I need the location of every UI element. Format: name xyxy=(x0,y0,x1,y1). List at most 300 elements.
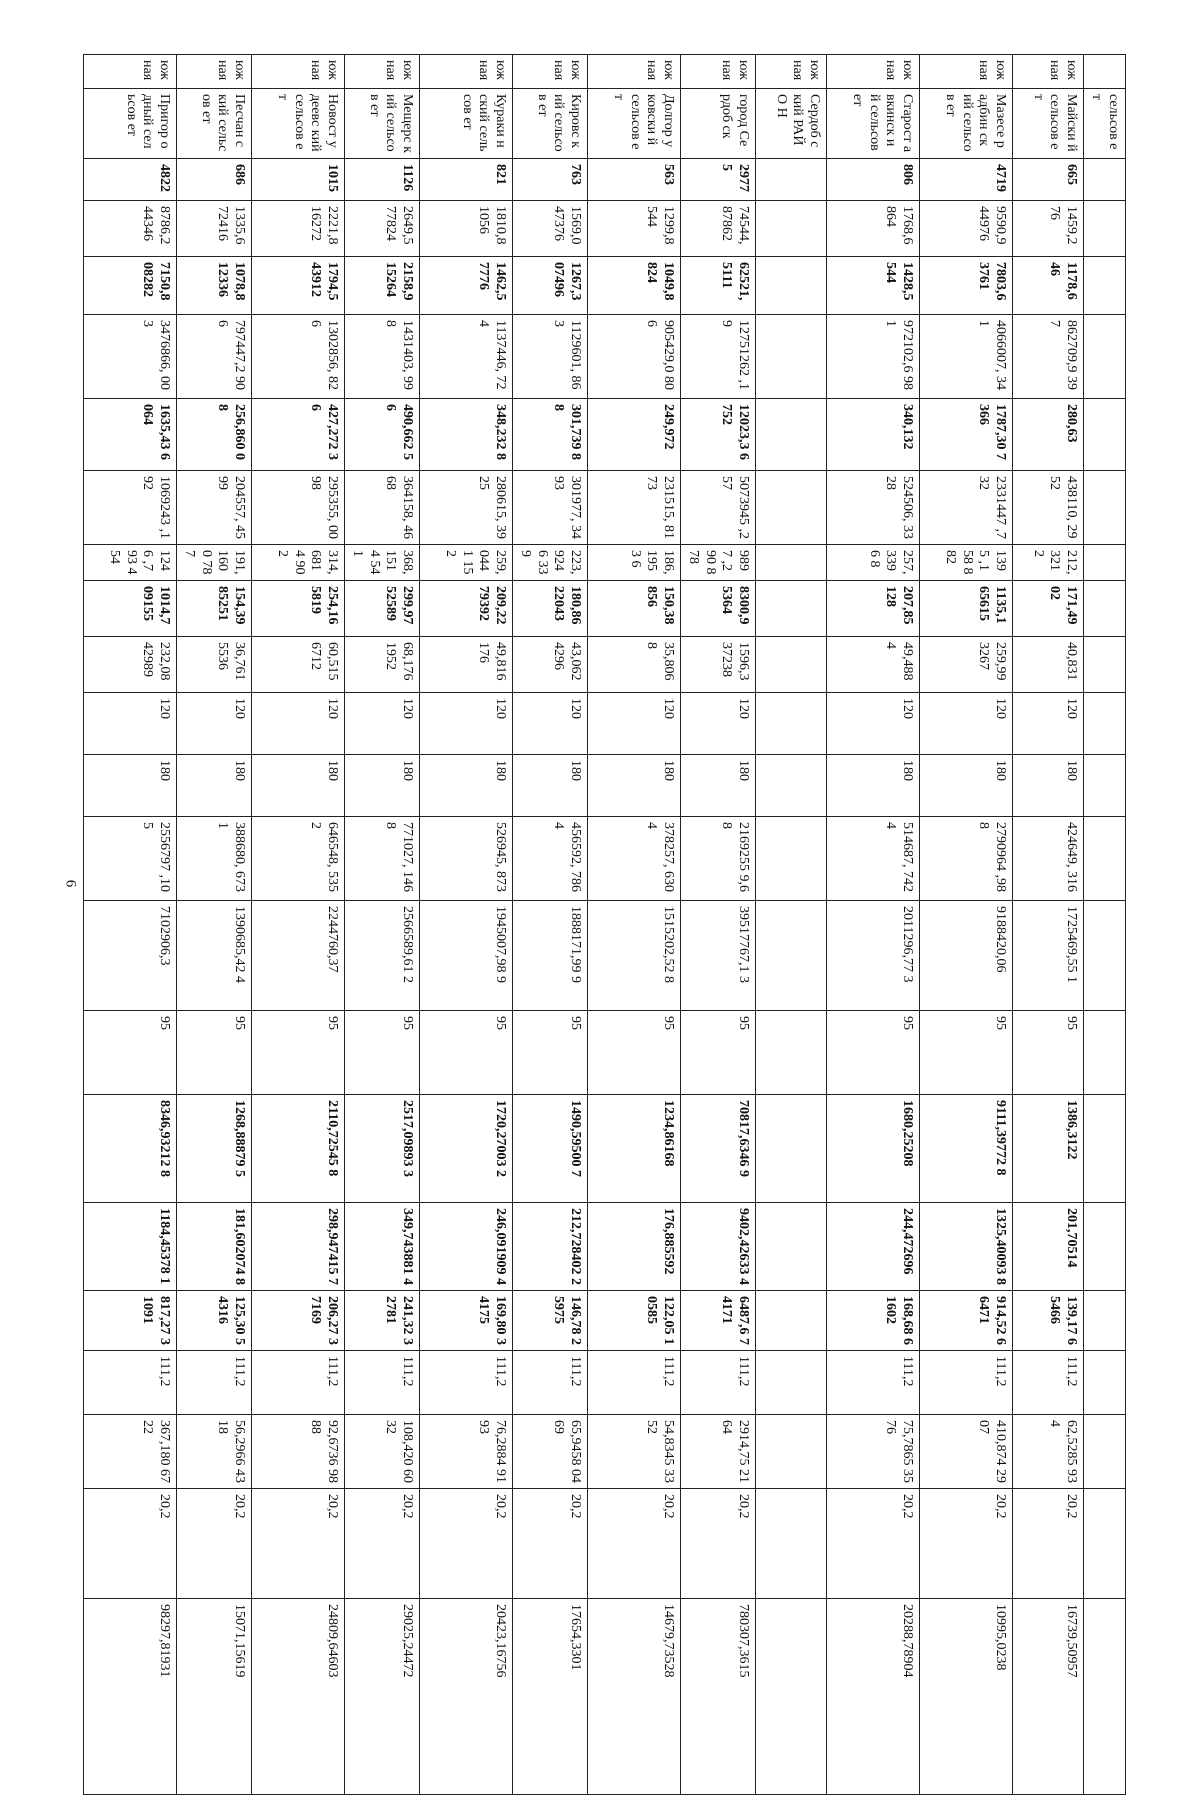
table-cell: 2517,09893 3 xyxy=(344,1095,419,1203)
table-cell: 4066007, 341 xyxy=(919,315,1012,399)
table-cell: 9188420,06 xyxy=(919,901,1012,1011)
table-cell xyxy=(1083,901,1125,1011)
table-row xyxy=(344,55,419,1795)
table-cell: 1129601, 863 xyxy=(512,315,587,399)
table-cell: 16739,50957 xyxy=(1012,1599,1083,1795)
table-cell: 14679,73528 xyxy=(587,1599,680,1795)
table-cell: 1126 xyxy=(344,159,419,201)
table-cell xyxy=(755,901,826,1011)
data-table xyxy=(83,54,1126,1795)
table-cell: юж ная xyxy=(755,55,826,89)
table-cell: 686 xyxy=(176,159,251,201)
table-cell: Кировс кий сельсов ет xyxy=(512,89,587,159)
table-cell: 1945007,98 9 xyxy=(419,901,512,1011)
table-cell: 12751262 ,19 xyxy=(680,315,755,399)
table-cell: Долгор уковски й сельсов ет xyxy=(587,89,680,159)
table-cell: 9111,39772 8 xyxy=(919,1095,1012,1203)
table-cell xyxy=(755,545,826,581)
table-cell: 456592, 7864 xyxy=(512,817,587,901)
table-cell: 17654,3301 xyxy=(512,1599,587,1795)
table-cell: 301977, 3493 xyxy=(512,471,587,545)
table-cell: 20423,16756 xyxy=(419,1599,512,1795)
table-cell: 20,2 xyxy=(1012,1489,1083,1599)
table-cell: 180 xyxy=(344,755,419,817)
table-cell: 120 xyxy=(680,693,755,755)
table-cell: 20,2 xyxy=(680,1489,755,1599)
table-cell: 1335,6 72416 xyxy=(176,201,251,257)
table-cell: 232,08 42989 xyxy=(83,637,176,693)
table-row xyxy=(512,55,587,1795)
table-cell: 1515202,52 8 xyxy=(587,901,680,1011)
table-cell: 665 xyxy=(1012,159,1083,201)
table-cell: 5073945 ,257 xyxy=(680,471,755,545)
table-cell: 209,22 79392 xyxy=(419,581,512,637)
table-cell: 259,99 3267 xyxy=(919,637,1012,693)
table-cell: 201,70514 xyxy=(1012,1203,1083,1291)
table-cell xyxy=(755,693,826,755)
table-cell: 1069243 ,192 xyxy=(83,471,176,545)
table-cell: 111,2 xyxy=(419,1351,512,1415)
table-cell xyxy=(1083,1291,1125,1351)
table-row xyxy=(755,55,826,1795)
table-cell: 1015 xyxy=(251,159,344,201)
table-cell: 646548, 5352 xyxy=(251,817,344,901)
table-cell: 204557, 4599 xyxy=(176,471,251,545)
table-cell: 280615, 3925 xyxy=(419,471,512,545)
table-cell: 20,2 xyxy=(919,1489,1012,1599)
table-cell: Новост удеевс кий сельсов ет xyxy=(251,89,344,159)
table-cell: 180 xyxy=(419,755,512,817)
table-cell xyxy=(1083,1489,1125,1599)
table-cell: 1459,2 76 xyxy=(1012,201,1083,257)
table-cell xyxy=(755,1203,826,1291)
table-cell: 20,2 xyxy=(826,1489,919,1599)
table-cell: сельсов ет xyxy=(1083,89,1125,159)
table-cell: 111,2 xyxy=(680,1351,755,1415)
table-cell: 2977 5 xyxy=(680,159,755,201)
table-cell: 111,2 xyxy=(251,1351,344,1415)
table-cell: 212, 3212 xyxy=(1012,545,1083,581)
table-cell: 259, 0441 152 xyxy=(419,545,512,581)
table-cell xyxy=(1083,1203,1125,1291)
table-cell: 1569,0 47376 xyxy=(512,201,587,257)
table-cell: 2011296,77 3 xyxy=(826,901,919,1011)
table-cell: 364158, 4668 xyxy=(344,471,419,545)
table-cell: 20,2 xyxy=(176,1489,251,1599)
table-cell: юж ная xyxy=(826,55,919,89)
table-cell: 180,86 22043 xyxy=(512,581,587,637)
table-cell: 905429,0 806 xyxy=(587,315,680,399)
table-cell: 797447,2 906 xyxy=(176,315,251,399)
table-cell: 56,2966 4318 xyxy=(176,1415,251,1489)
table-cell xyxy=(755,201,826,257)
table-cell: 111,2 xyxy=(344,1351,419,1415)
table-cell: 1787,30 7366 xyxy=(919,399,1012,471)
table-header-row xyxy=(1083,55,1125,1795)
table-cell: 171,49 02 xyxy=(1012,581,1083,637)
table-cell: 111,2 xyxy=(826,1351,919,1415)
table-cell xyxy=(755,1415,826,1489)
table-cell: 9590,9 44976 xyxy=(919,201,1012,257)
table-cell: 139,17 65466 xyxy=(1012,1291,1083,1351)
table-cell: 146,78 25975 xyxy=(512,1291,587,1351)
table-cell: 821 xyxy=(419,159,512,201)
table-cell: 2221,8 16272 xyxy=(251,201,344,257)
table-cell xyxy=(755,471,826,545)
table-cell: 244,472696 xyxy=(826,1203,919,1291)
table-cell: 410,874 2907 xyxy=(919,1415,1012,1489)
table-cell: 4822 xyxy=(83,159,176,201)
table-cell: 2110,72545 8 xyxy=(251,1095,344,1203)
table-row xyxy=(826,55,919,1795)
table-cell: 256,860 08 xyxy=(176,399,251,471)
table-cell: 2158,9 15264 xyxy=(344,257,419,315)
table-cell: 2790964 ,988 xyxy=(919,817,1012,901)
table-cell: 108,420 6032 xyxy=(344,1415,419,1489)
table-cell xyxy=(755,637,826,693)
table-cell: 231515, 8173 xyxy=(587,471,680,545)
table-cell: 120 xyxy=(344,693,419,755)
table-cell: 20,2 xyxy=(83,1489,176,1599)
table-cell: 9897 ,290 878 xyxy=(680,545,755,581)
table-cell: 1302856, 826 xyxy=(251,315,344,399)
table-cell: 111,2 xyxy=(83,1351,176,1415)
table-cell: 2556797 ,105 xyxy=(83,817,176,901)
table-cell: город Сердоб ск xyxy=(680,89,755,159)
table-cell: юж ная xyxy=(176,55,251,89)
table-cell: 125,30 54316 xyxy=(176,1291,251,1351)
table-cell: 54,8345 3352 xyxy=(587,1415,680,1489)
table-cell: 438110, 2952 xyxy=(1012,471,1083,545)
table-cell xyxy=(1083,545,1125,581)
rotated-table-container xyxy=(107,54,1126,1694)
table-cell: 1462,5 7776 xyxy=(419,257,512,315)
table-cell: 257, 3396 8 xyxy=(826,545,919,581)
table-cell: 20,2 xyxy=(512,1489,587,1599)
table-cell: 95 xyxy=(680,1011,755,1095)
table-cell xyxy=(1083,755,1125,817)
table-cell: 180 xyxy=(1012,755,1083,817)
table-row xyxy=(176,55,251,1795)
table-cell: 1299,8 544 xyxy=(587,201,680,257)
table-cell: 1390685,42 4 xyxy=(176,901,251,1011)
table-cell: юж ная xyxy=(419,55,512,89)
table-cell: 111,2 xyxy=(512,1351,587,1415)
table-cell: 1428,5 544 xyxy=(826,257,919,315)
table-cell: 2649,5 77824 xyxy=(344,201,419,257)
table-cell: 95 xyxy=(919,1011,1012,1095)
table-cell: 40,831 xyxy=(1012,637,1083,693)
table-cell: 1234,86168 xyxy=(587,1095,680,1203)
table-cell: 169,80 34175 xyxy=(419,1291,512,1351)
table-cell: 43,062 4296 xyxy=(512,637,587,693)
table-cell: 95 xyxy=(176,1011,251,1095)
table-cell: Старост авкинск ий сельсов ет xyxy=(826,89,919,159)
table-cell xyxy=(1083,1351,1125,1415)
table-cell: юж ная xyxy=(512,55,587,89)
table-cell: Пригор одный сельсов ет xyxy=(83,89,176,159)
table-row xyxy=(83,55,176,1795)
table-cell xyxy=(755,1351,826,1415)
table-row xyxy=(419,55,512,1795)
table-cell: 1184,45378 1 xyxy=(83,1203,176,1291)
table-cell: 7803,6 3761 xyxy=(919,257,1012,315)
table-cell: 1635,43 6064 xyxy=(83,399,176,471)
table-cell xyxy=(755,315,826,399)
table-cell: 7102906,3 xyxy=(83,901,176,1011)
table-cell: 180 xyxy=(251,755,344,817)
table-row xyxy=(919,55,1012,1795)
table-cell: 95 xyxy=(251,1011,344,1095)
table-cell: 246,091909 4 xyxy=(419,1203,512,1291)
table-cell: 180 xyxy=(826,755,919,817)
table-cell: 65,9458 0469 xyxy=(512,1415,587,1489)
table-cell: 295355, 0098 xyxy=(251,471,344,545)
table-cell: 8300,9 5364 xyxy=(680,581,755,637)
table-cell: 1014,7 09155 xyxy=(83,581,176,637)
table-cell xyxy=(1083,1415,1125,1489)
table-cell: 180 xyxy=(512,755,587,817)
table-cell: 280,63 xyxy=(1012,399,1083,471)
table-cell xyxy=(1083,315,1125,399)
table-cell xyxy=(1083,159,1125,201)
table-cell xyxy=(755,159,826,201)
table-cell xyxy=(1083,1011,1125,1095)
table-cell: 806 xyxy=(826,159,919,201)
table-cell: 223, 9246 339 xyxy=(512,545,587,581)
table-cell xyxy=(755,1291,826,1351)
table-cell: 1888171,99 9 xyxy=(512,901,587,1011)
table-cell: 95 xyxy=(1012,1011,1083,1095)
table-cell xyxy=(755,1095,826,1203)
table-cell: 1178,6 46 xyxy=(1012,257,1083,315)
table-cell xyxy=(755,257,826,315)
table-cell: 1725469,55 1 xyxy=(1012,901,1083,1011)
table-cell: 2244760,37 xyxy=(251,901,344,1011)
table-cell: 301,739 88 xyxy=(512,399,587,471)
table-cell: 154,39 85251 xyxy=(176,581,251,637)
table-cell: 180 xyxy=(680,755,755,817)
table-cell: 98297,81931 xyxy=(83,1599,176,1795)
table-cell: 8346,93212 8 xyxy=(83,1095,176,1203)
table-cell: 180 xyxy=(176,755,251,817)
table-cell: 299,97 52589 xyxy=(344,581,419,637)
table-cell xyxy=(755,399,826,471)
table-cell xyxy=(755,581,826,637)
table-cell: 120 xyxy=(919,693,1012,755)
table-cell: 120 xyxy=(176,693,251,755)
table-cell xyxy=(1083,399,1125,471)
table-cell: 212,728402 2 xyxy=(512,1203,587,1291)
table-cell: 378257, 6304 xyxy=(587,817,680,901)
table-cell: Мещерс кий сельсов ет xyxy=(344,89,419,159)
table-cell xyxy=(1083,257,1125,315)
table-cell: 35,806 8 xyxy=(587,637,680,693)
table-cell: 39517767,1 3 xyxy=(680,901,755,1011)
table-cell: 862709,9 397 xyxy=(1012,315,1083,399)
table-cell xyxy=(1083,817,1125,901)
table-cell: 49,816 176 xyxy=(419,637,512,693)
table-cell: 424649, 316 xyxy=(1012,817,1083,901)
table-cell: 95 xyxy=(419,1011,512,1095)
table-cell: 120 xyxy=(251,693,344,755)
table-cell: 1768,6 864 xyxy=(826,201,919,257)
table-cell: 780307,3615 xyxy=(680,1599,755,1795)
table-cell: Мазесе радбин ский сельсов ет xyxy=(919,89,1012,159)
table-cell xyxy=(755,755,826,817)
table-cell: 180 xyxy=(83,755,176,817)
table-row xyxy=(251,55,344,1795)
table-cell: 29025,24472 xyxy=(344,1599,419,1795)
table-cell: 186, 1953 6 xyxy=(587,545,680,581)
table-cell xyxy=(1083,581,1125,637)
table-row xyxy=(587,55,680,1795)
table-cell: 36,761 5536 xyxy=(176,637,251,693)
table-cell: юж ная xyxy=(1012,55,1083,89)
table-cell: Кураки нский сельсов ет xyxy=(419,89,512,159)
table-cell: 122,05 10585 xyxy=(587,1291,680,1351)
table-cell: 1431403, 998 xyxy=(344,315,419,399)
table-cell: 1137446, 724 xyxy=(419,315,512,399)
table-cell: юж ная xyxy=(251,55,344,89)
table-cell: 1794,5 43912 xyxy=(251,257,344,315)
table-cell xyxy=(1083,637,1125,693)
table-cell: 349,743881 4 xyxy=(344,1203,419,1291)
table-cell: 191, 1600 787 xyxy=(176,545,251,581)
table-cell: 1680,25208 xyxy=(826,1095,919,1203)
table-cell: 1395 ,158 882 xyxy=(919,545,1012,581)
table-cell: 68,176 1952 xyxy=(344,637,419,693)
table-cell xyxy=(1083,201,1125,257)
table-cell: 12023,3 6752 xyxy=(680,399,755,471)
table-cell: 95 xyxy=(512,1011,587,1095)
table-cell: 526945, 873 xyxy=(419,817,512,901)
table-cell: 9402,42633 4 xyxy=(680,1203,755,1291)
table-cell: Песчан ский сельсов ет xyxy=(176,89,251,159)
table-cell: 76,2884 9193 xyxy=(419,1415,512,1489)
table-cell: Майски й сельсов ет xyxy=(1012,89,1083,159)
table-cell: 348,232 8 xyxy=(419,399,512,471)
table-cell: 62521, 5111 xyxy=(680,257,755,315)
table-cell: 1490,59500 7 xyxy=(512,1095,587,1203)
table-cell: 75,7865 3576 xyxy=(826,1415,919,1489)
table-cell: 1386,3122 xyxy=(1012,1095,1083,1203)
table-cell xyxy=(755,1011,826,1095)
table-cell: 120 xyxy=(83,693,176,755)
table-cell: Сердоб ский РАЙО Н xyxy=(755,89,826,159)
table-cell xyxy=(755,817,826,901)
table-cell: 60,515 6712 xyxy=(251,637,344,693)
table-cell: 1720,27003 2 xyxy=(419,1095,512,1203)
table-cell: 1596,3 37238 xyxy=(680,637,755,693)
table-cell: 15071,15619 xyxy=(176,1599,251,1795)
table-cell: юж ная xyxy=(344,55,419,89)
table-cell: 367,180 6722 xyxy=(83,1415,176,1489)
table-cell: юж ная xyxy=(919,55,1012,89)
table-cell: юж ная xyxy=(83,55,176,89)
table-cell: 241,32 32781 xyxy=(344,1291,419,1351)
table-cell: 10995,0238 xyxy=(919,1599,1012,1795)
table-cell: 111,2 xyxy=(587,1351,680,1415)
table-cell: 20,2 xyxy=(251,1489,344,1599)
table-cell: 180 xyxy=(919,755,1012,817)
table-cell: 120 xyxy=(1012,693,1083,755)
table-cell: 49,488 4 xyxy=(826,637,919,693)
table-cell: 972102,6 981 xyxy=(826,315,919,399)
table-cell: 340,132 xyxy=(826,399,919,471)
table-cell: 249,972 xyxy=(587,399,680,471)
table-cell: 1325,40093 8 xyxy=(919,1203,1012,1291)
table-cell: юж ная xyxy=(680,55,755,89)
table-cell: 70817,6346 9 xyxy=(680,1095,755,1203)
table-cell: 1049,8 824 xyxy=(587,257,680,315)
table-cell: 95 xyxy=(826,1011,919,1095)
table-cell: 7150,8 08282 xyxy=(83,257,176,315)
table-cell: 120 xyxy=(587,693,680,755)
table-cell: 427,272 36 xyxy=(251,399,344,471)
table-cell: 111,2 xyxy=(1012,1351,1083,1415)
table-cell: 254,16 5819 xyxy=(251,581,344,637)
table-cell: 1135,1 65615 xyxy=(919,581,1012,637)
table-cell: 2169255 9,68 xyxy=(680,817,755,901)
table-cell: 2566589,61 2 xyxy=(344,901,419,1011)
table-cell: 3476866, 003 xyxy=(83,315,176,399)
table-cell xyxy=(1083,1095,1125,1203)
table-cell: 20,2 xyxy=(587,1489,680,1599)
table-cell: 120 xyxy=(826,693,919,755)
table-cell: 180 xyxy=(587,755,680,817)
table-cell: 111,2 xyxy=(919,1351,1012,1415)
table-cell: 120 xyxy=(419,693,512,755)
table-cell: 20,2 xyxy=(419,1489,512,1599)
table-cell: 20288,78904 xyxy=(826,1599,919,1795)
table-cell: 181,602074 8 xyxy=(176,1203,251,1291)
table-cell: 314, 6814 902 xyxy=(251,545,344,581)
table-cell: 168,68 61602 xyxy=(826,1291,919,1351)
table-cell: 1246 ,793 454 xyxy=(83,545,176,581)
table-cell: 176,885592 xyxy=(587,1203,680,1291)
table-cell: 388680, 6731 xyxy=(176,817,251,901)
table-cell: 2331447 ,732 xyxy=(919,471,1012,545)
table-cell: 95 xyxy=(83,1011,176,1095)
table-cell: 524506, 3328 xyxy=(826,471,919,545)
table-cell: 206,27 37169 xyxy=(251,1291,344,1351)
table-cell: 368, 1514 541 xyxy=(344,545,419,581)
table-cell: 1810,8 1056 xyxy=(419,201,512,257)
table-cell xyxy=(1083,693,1125,755)
table-cell: 207,85 128 xyxy=(826,581,919,637)
table-cell xyxy=(1083,471,1125,545)
table-cell: 1078,8 12336 xyxy=(176,257,251,315)
table-cell: 92,6736 9888 xyxy=(251,1415,344,1489)
table-cell: 150,38 856 xyxy=(587,581,680,637)
table-cell xyxy=(1083,55,1125,89)
table-cell: 74544, 87862 xyxy=(680,201,755,257)
table-cell: 24809,64603 xyxy=(251,1599,344,1795)
table-cell: 62,5285 934 xyxy=(1012,1415,1083,1489)
table-cell: 1267,3 07496 xyxy=(512,257,587,315)
table-cell: 8786,2 44346 xyxy=(83,201,176,257)
table-cell: 763 xyxy=(512,159,587,201)
table-row xyxy=(680,55,755,1795)
table-cell: 563 xyxy=(587,159,680,201)
table-cell: 1268,88879 5 xyxy=(176,1095,251,1203)
page-number: 6 xyxy=(62,879,79,888)
table-cell: 95 xyxy=(344,1011,419,1095)
table-row xyxy=(1012,55,1083,1795)
table-cell: 120 xyxy=(512,693,587,755)
table-cell: юж ная xyxy=(587,55,680,89)
